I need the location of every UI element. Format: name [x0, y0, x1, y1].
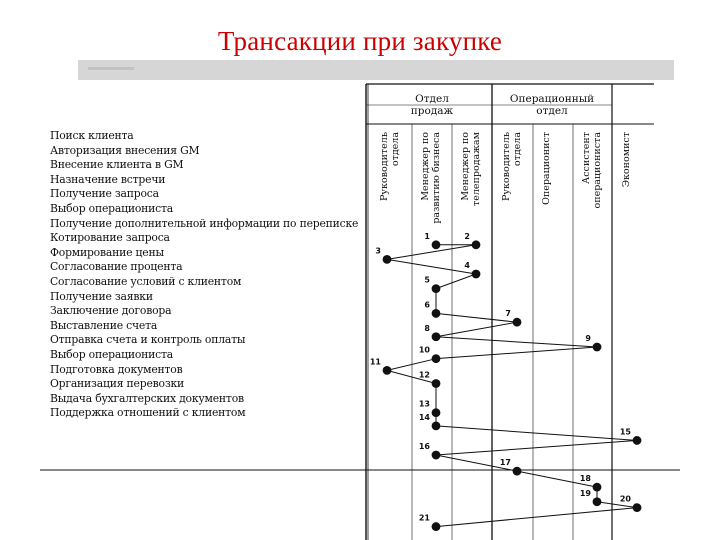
flow-node-dot — [432, 522, 441, 531]
flow-connector — [436, 322, 517, 337]
flow-node-dot — [432, 421, 441, 430]
flow-node-label: 10 — [418, 345, 430, 355]
flow-node-label: 20 — [619, 494, 631, 504]
flow-connector — [387, 245, 476, 260]
step-label: Выбор операциониста — [50, 202, 173, 215]
step-label: Согласование процента — [50, 260, 183, 274]
column-header-text: телепродажам — [471, 132, 482, 206]
flow-node-dot — [432, 309, 441, 318]
flow-node — [419, 442, 441, 459]
flow-node — [375, 246, 391, 263]
step-label: Котирование запроса — [50, 231, 170, 245]
column-header — [379, 132, 401, 201]
flow-node-label: 3 — [375, 246, 381, 256]
step-label: Подготовка документов — [50, 362, 183, 376]
flow-connector — [436, 274, 476, 289]
step-label: Выбор операциониста — [50, 348, 173, 361]
step-label: Назначение встречи — [50, 172, 166, 186]
step-label: Получение заявки — [50, 289, 153, 303]
flow-node — [370, 357, 392, 374]
flow-node-dot — [432, 451, 441, 460]
flow-node-label: 16 — [418, 442, 430, 452]
step-label: Авторизация внесения GM — [50, 143, 200, 157]
flow-node — [424, 232, 440, 249]
flow-node-label: 15 — [619, 427, 631, 437]
flow-node-label: 4 — [464, 261, 470, 270]
flow-node-label: 11 — [369, 357, 381, 367]
flow-node-dot — [432, 408, 441, 417]
column-header-text: отдела — [512, 132, 523, 167]
step-label: Поиск клиента — [50, 129, 134, 142]
column-header-text: отдела — [390, 132, 401, 167]
flow-node-label: 2 — [464, 231, 470, 241]
flow-node-label: 5 — [424, 275, 430, 285]
column-header-text: Ассистент — [581, 132, 592, 184]
flow-node-dot — [593, 497, 602, 506]
flow-node-label: 1 — [424, 231, 430, 241]
flow-connector — [436, 440, 637, 455]
step-label: Выдача бухгалтерских документов — [50, 391, 244, 405]
flow-node-label: 13 — [418, 399, 430, 409]
flow-node-dot — [383, 255, 392, 264]
column-header-text: Операционист — [541, 132, 552, 205]
step-label: Заключение договора — [50, 304, 172, 318]
flow-node-dot — [633, 436, 642, 445]
flow-node — [419, 371, 441, 388]
flow-node-dot — [513, 467, 522, 476]
step-label: Выставление счета — [50, 318, 158, 332]
column-header — [501, 132, 523, 201]
column-header-text: Экономист — [621, 132, 632, 188]
page-title: Трансакции при закупке — [217, 26, 503, 56]
flow-node-dot — [383, 366, 392, 375]
step-label: Получение дополнительной информации по переписке — [50, 216, 359, 230]
flow-node — [424, 300, 440, 317]
flow-node-label: 7 — [505, 309, 511, 319]
column-header — [420, 132, 442, 224]
step-label: Согласование условий с клиентом — [50, 275, 242, 288]
column-header — [581, 132, 603, 209]
column-header — [621, 132, 632, 187]
flow-node-dot — [432, 379, 441, 388]
column-header — [460, 131, 482, 206]
flow-connector — [387, 259, 476, 274]
column-header-text: Менеджер по — [460, 132, 471, 201]
flow-connector — [387, 359, 436, 371]
group-header: отдел — [536, 105, 568, 117]
flow-node-dot — [432, 240, 441, 249]
step-label: Отправка счета и контроль оплаты — [50, 333, 246, 347]
column-header-text: Менеджер по — [420, 132, 431, 201]
group-header: Операционный — [509, 93, 595, 105]
step-label: Получение запроса — [50, 187, 159, 201]
column-header-text: Руководитель — [501, 132, 512, 201]
flow-node-label: 21 — [418, 513, 430, 523]
column-header-text: развитию бизнеса — [431, 132, 442, 224]
flow-connector — [436, 508, 637, 527]
step-label: Внесение клиента в GM — [50, 158, 184, 172]
flow-node-dot — [472, 270, 481, 279]
flow-node — [620, 427, 642, 444]
flow-node-dot — [432, 284, 441, 293]
flow-nodes — [370, 232, 642, 531]
flow-node-dot — [633, 503, 642, 512]
step-label: Организация перевозки — [50, 377, 185, 391]
flow-node — [500, 458, 522, 475]
flow-node-label: 8 — [424, 323, 430, 333]
flow-node-dot — [593, 483, 602, 492]
flow-node-label: 19 — [579, 488, 591, 498]
step-label: Поддержка отношений с клиентом — [50, 406, 246, 420]
flow-node-label: 6 — [424, 300, 430, 310]
column-header-text: операциониста — [592, 132, 603, 209]
flow-node-label: 14 — [418, 412, 430, 422]
flow-node — [419, 514, 441, 531]
flow-node-label: 17 — [499, 458, 511, 468]
flow-node-label: 18 — [579, 474, 591, 484]
column-headers — [379, 93, 632, 224]
column-header-text: Руководитель — [379, 132, 390, 201]
group-header: Отдел — [415, 93, 449, 105]
flow-node-label: 9 — [585, 334, 591, 343]
flow-node-dot — [472, 240, 481, 249]
column-header — [541, 132, 552, 205]
flow-node-dot — [593, 343, 602, 352]
step-label: Формирование цены — [50, 245, 164, 259]
flow-node — [424, 276, 440, 293]
flow-node — [464, 261, 480, 278]
flow-node-dot — [432, 354, 441, 363]
flow-node-dot — [432, 332, 441, 341]
flow-node — [424, 324, 440, 341]
flow-node-dot — [513, 318, 522, 327]
flow-connector — [597, 502, 637, 508]
group-header: продаж — [410, 105, 454, 117]
flow-connector — [436, 426, 637, 441]
flow-node-label: 12 — [418, 370, 430, 380]
flow-node — [585, 334, 601, 351]
